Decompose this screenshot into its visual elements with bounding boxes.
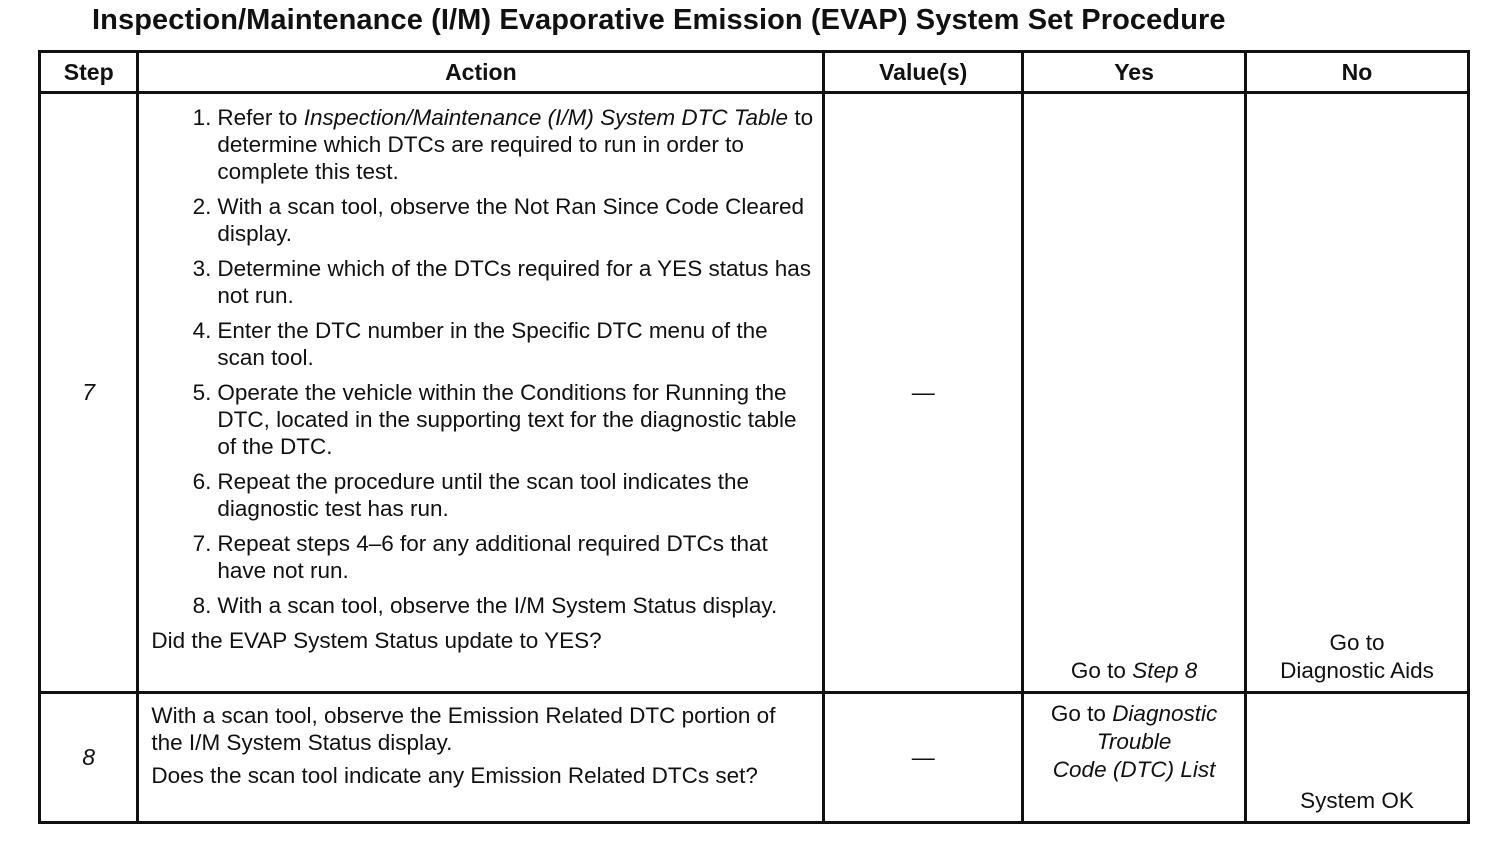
list-item (151, 193, 814, 247)
yes-cell: Go to Diagnostic Trouble Code (DTC) List (1023, 693, 1246, 823)
list-item (151, 104, 814, 185)
header-yes: Yes (1023, 52, 1246, 93)
list-item-text: Refer to Inspection/Maintenance (I/M) System DTC Table to determine which DTCs are required to run in order to complete this test. (217, 105, 814, 184)
step-reference: Step 8 (1132, 658, 1198, 683)
list-item-number: 5. (192, 380, 212, 405)
list-item-text: Determine which of the DTCs required for a YES status has not run. (217, 256, 812, 308)
list-item (151, 530, 814, 584)
action-cell (138, 93, 824, 693)
list-item-number: 3. (192, 256, 212, 281)
page-title: Inspection/Maintenance (I/M) Evaporative Emission (EVAP) System Set Procedure (92, 4, 1226, 36)
header-action: Action (138, 52, 824, 93)
no-cell: System OK (1246, 693, 1469, 823)
list-item-number: 4. (192, 318, 212, 343)
list-item-number: 8. (192, 593, 212, 618)
list-item-text: Operate the vehicle within the Conditions for Running the DTC, located in the supporting text for the diagnostic table of the DTC. (217, 380, 797, 459)
step-number: 8 (40, 693, 138, 823)
list-item-number: 7. (192, 531, 212, 556)
list-item-number: 2. (192, 194, 212, 219)
list-item (151, 317, 814, 371)
list-item (151, 468, 814, 522)
header-no: No (1246, 52, 1469, 93)
list-item-text: With a scan tool, observe the Not Ran Since Code Cleared display. (217, 194, 804, 246)
action-cell (138, 693, 824, 823)
reference-text: Inspection/Maintenance (I/M) System DTC Table (303, 105, 789, 130)
value-cell: — (824, 93, 1023, 693)
header-row (40, 52, 1469, 93)
list-item-number: 1. (192, 105, 212, 130)
list-item-number: 6. (192, 469, 212, 494)
procedure-table (38, 50, 1470, 824)
yes-cell: Go to Step 8 (1023, 93, 1246, 693)
step-number: 7 (40, 93, 138, 693)
header-values: Value(s) (824, 52, 1023, 93)
action-steps-list (151, 104, 814, 619)
action-question: Did the EVAP System Status update to YES? (151, 628, 602, 653)
list-item-text: Repeat steps 4–6 for any additional required DTCs that have not run. (217, 531, 768, 583)
table-row (40, 93, 1469, 693)
value-cell: — (824, 693, 1023, 823)
action-question: Does the scan tool indicate any Emission Related DTCs set? (151, 763, 758, 788)
list-item-text: Enter the DTC number in the Specific DTC menu of the scan tool. (217, 318, 768, 370)
list-item (151, 255, 814, 309)
no-cell: Go to Diagnostic Aids (1246, 93, 1469, 693)
list-item-text: Repeat the procedure until the scan tool indicates the diagnostic test has run. (217, 469, 750, 521)
list-item-text: With a scan tool, observe the I/M System Status display. (217, 593, 778, 618)
header-step: Step (40, 52, 138, 93)
list-item (151, 592, 814, 619)
action-text: With a scan tool, observe the Emission Related DTC portion of the I/M System Status display. (151, 703, 776, 755)
table-row (40, 693, 1469, 823)
list-item (151, 379, 814, 460)
